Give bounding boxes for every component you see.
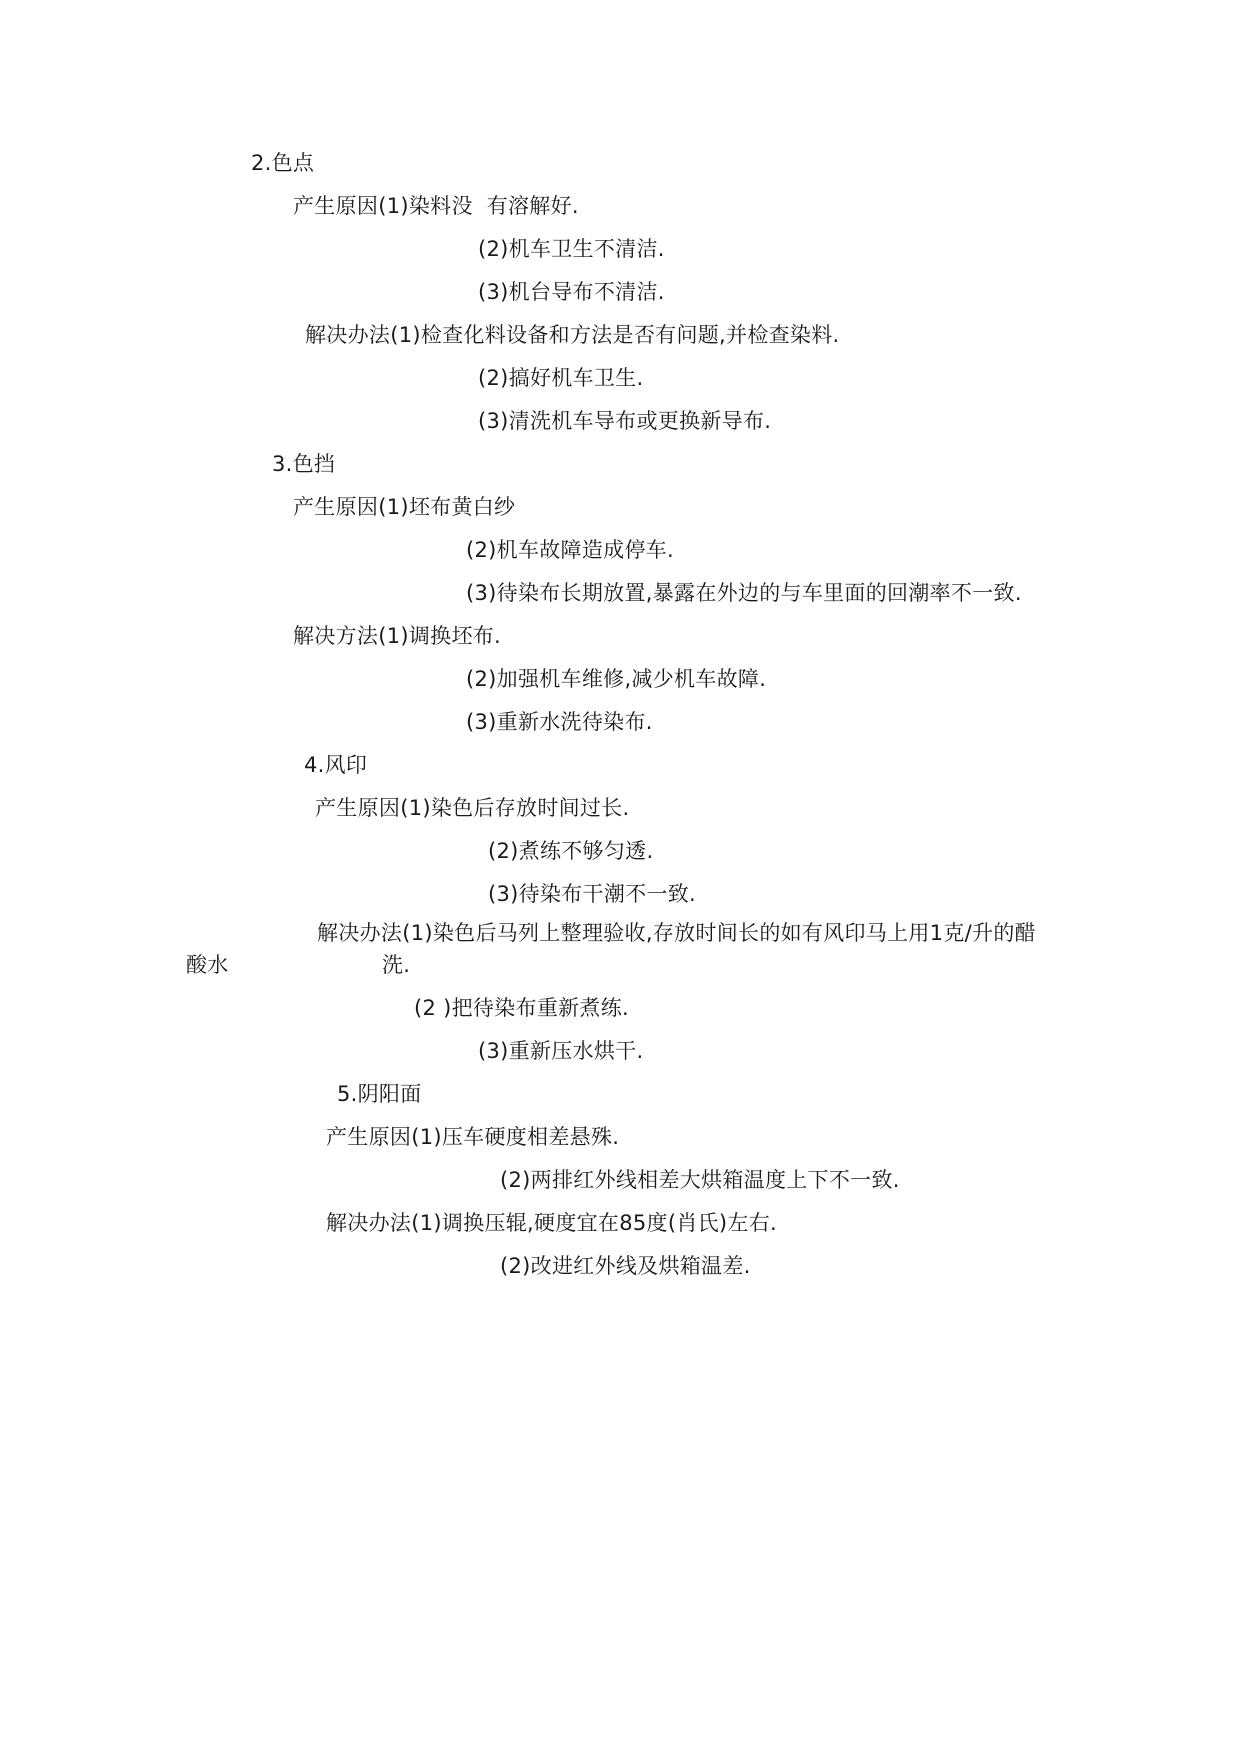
solution-line: (2 )把待染布重新煮练. [414, 996, 629, 1020]
cause-line: 产生原因(1)染色后存放时间过长. [315, 796, 630, 820]
cause-line: (2)煮练不够匀透. [488, 839, 654, 863]
section-heading-wind-marks: 4.风印 [304, 753, 368, 777]
cause-line: 产生原因(1)染料没 有溶解好. [293, 194, 579, 218]
cause-line: (3)待染布干潮不一致. [488, 882, 697, 906]
cause-line: 产生原因(1)坯布黄白纱 [293, 495, 516, 519]
solution-line: (3)重新水洗待染布. [466, 710, 653, 734]
solution-line: 解决办法(1)染色后马列上整理验收,存放时间长的如有风印马上用1克/升的醋 [317, 921, 1036, 945]
solution-line: (3)清洗机车导布或更换新导布. [478, 409, 772, 433]
solution-line: (2)改进红外线及烘箱温差. [500, 1254, 751, 1278]
solution-line-wrap: 洗. [382, 953, 411, 977]
cause-line: (2)机车卫生不清洁. [478, 237, 665, 261]
cause-line: (2)机车故障造成停车. [466, 538, 675, 562]
cause-line: (3)待染布长期放置,暴露在外边的与车里面的回潮率不一致. [466, 581, 1022, 605]
solution-line: 解决办法(1)检查化料设备和方法是否有问题,并检查染料. [305, 323, 840, 347]
solution-line: 解决方法(1)调换坯布. [293, 624, 502, 648]
solution-line: (3)重新压水烘干. [478, 1039, 644, 1063]
cause-line: (3)机台导布不清洁. [478, 280, 665, 304]
solution-line: (2)加强机车维修,减少机车故障. [466, 667, 767, 691]
solution-line-wrap: 酸水 [186, 953, 229, 977]
cause-line: (2)两排红外线相差大烘箱温度上下不一致. [500, 1168, 900, 1192]
solution-line: 解决办法(1)调换压辊,硬度宜在85度(肖氏)左右. [326, 1211, 778, 1235]
section-heading-two-sidedness: 5.阴阳面 [337, 1082, 422, 1106]
section-heading-color-bars: 3.色挡 [272, 452, 336, 476]
solution-line: (2)搞好机车卫生. [478, 366, 644, 390]
cause-line: 产生原因(1)压车硬度相差悬殊. [326, 1125, 620, 1149]
section-heading-color-spots: 2.色点 [251, 151, 315, 175]
